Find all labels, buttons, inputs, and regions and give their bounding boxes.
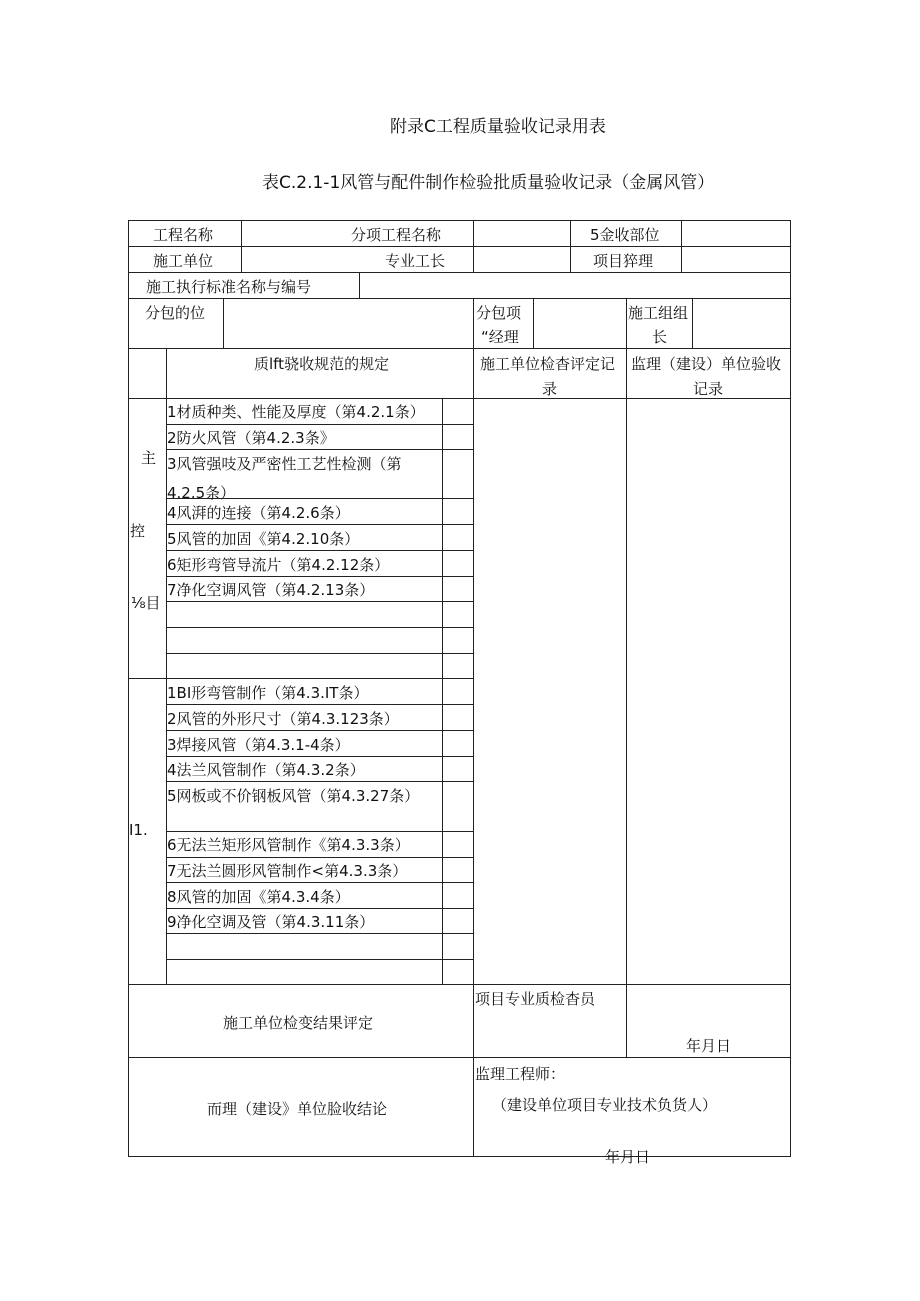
- main-item: 5风管的加固《第4.2.10条）: [167, 530, 360, 548]
- general-item: 3焊接风管（第4.3.1-4条）: [167, 736, 350, 754]
- engineer-label: 监理工程师：: [475, 1065, 566, 1083]
- spec-column-header: 质lft骁收规范的规定: [254, 355, 390, 373]
- appendix-title: 附录C工程质量验收记录用表: [390, 117, 606, 137]
- date-2: 年月日: [605, 1148, 651, 1166]
- main-item: 3风管强吱及严密性工艺性检测（第: [167, 455, 402, 473]
- general-item: 8风管的加固《第4.3.4条）: [167, 888, 350, 906]
- check-column-header-2: 录: [542, 380, 558, 398]
- general-item: 5网板或不价钢板风管（第4.3.27条）: [167, 787, 420, 805]
- team-leader-label-2: 长: [652, 328, 668, 346]
- general-item: 1BI形弯管制作（第4.3.IT条）: [167, 684, 369, 702]
- supervision-column-header: 监理（建设）单位验收: [631, 355, 782, 373]
- check-column-header: 施工单位检杳评定记: [480, 355, 616, 373]
- main-item: 7净化空调风管（第4.2.13条）: [167, 581, 375, 599]
- construction-unit-label: 施工单位: [153, 252, 214, 270]
- supervision-column-header-2: 记录: [693, 380, 724, 398]
- general-items-label: I1.: [129, 821, 148, 839]
- main-item-continued: 4.2.5条）: [167, 484, 236, 502]
- inspector-label: 项目专业质检杳员: [475, 990, 596, 1008]
- general-item: 4法兰风管制作（第4.3.2条）: [167, 761, 365, 779]
- general-item: 9净化空调及管（第4.3.11条）: [167, 913, 375, 931]
- date-1: 年月日: [686, 1037, 732, 1055]
- main-item: 2防火风管（第4.2.3条》: [167, 429, 335, 447]
- main-item: 6矩形弯管导流片（第4.2.12条）: [167, 556, 390, 574]
- sub-project-label: 分项工程名称: [351, 226, 442, 244]
- subcontract-manager-label-2: “经理: [481, 328, 519, 346]
- team-leader-label: 施工组组: [628, 304, 689, 322]
- main-item: 4风湃的连接（第4.2.6条）: [167, 504, 350, 522]
- project-manager-label: 项目猝理: [593, 252, 654, 270]
- general-item: 7无法兰圆形风管制作<第4.3.3条）: [167, 862, 408, 880]
- owner-rep-label: （建设单位项目专业技术负货人）: [492, 1096, 718, 1114]
- project-name-label: 工程名称: [153, 226, 214, 244]
- subcontract-unit-label: 分包的位: [145, 304, 206, 322]
- main-item: 1材质种类、性能及厚度（第4.2.1条）: [167, 403, 425, 421]
- general-item: 2风管的外形尺寸（第4.3.123条）: [167, 710, 399, 728]
- main-control-label-1: 主: [141, 449, 157, 467]
- construction-result-label: 施工单位检变结果评定: [223, 1014, 374, 1032]
- subcontract-manager-label: 分包项: [476, 304, 522, 322]
- supervision-conclusion-label: 而理（建设》单位脸收结论: [207, 1100, 388, 1118]
- foreman-label: 专业工长: [385, 252, 446, 270]
- main-control-label-3: ⅛目: [131, 594, 161, 612]
- general-item: 6无法兰矩形风管制作《第4.3.3条）: [167, 836, 410, 854]
- standard-label: 施工执行标准名称与编号: [146, 278, 312, 296]
- main-control-label-2: 控: [130, 522, 146, 540]
- acceptance-part-label: 5金收部位: [590, 226, 660, 244]
- table-title: 表C.2.1-1风管与配件制作检验批质量验收记录（金属风管）: [262, 173, 715, 193]
